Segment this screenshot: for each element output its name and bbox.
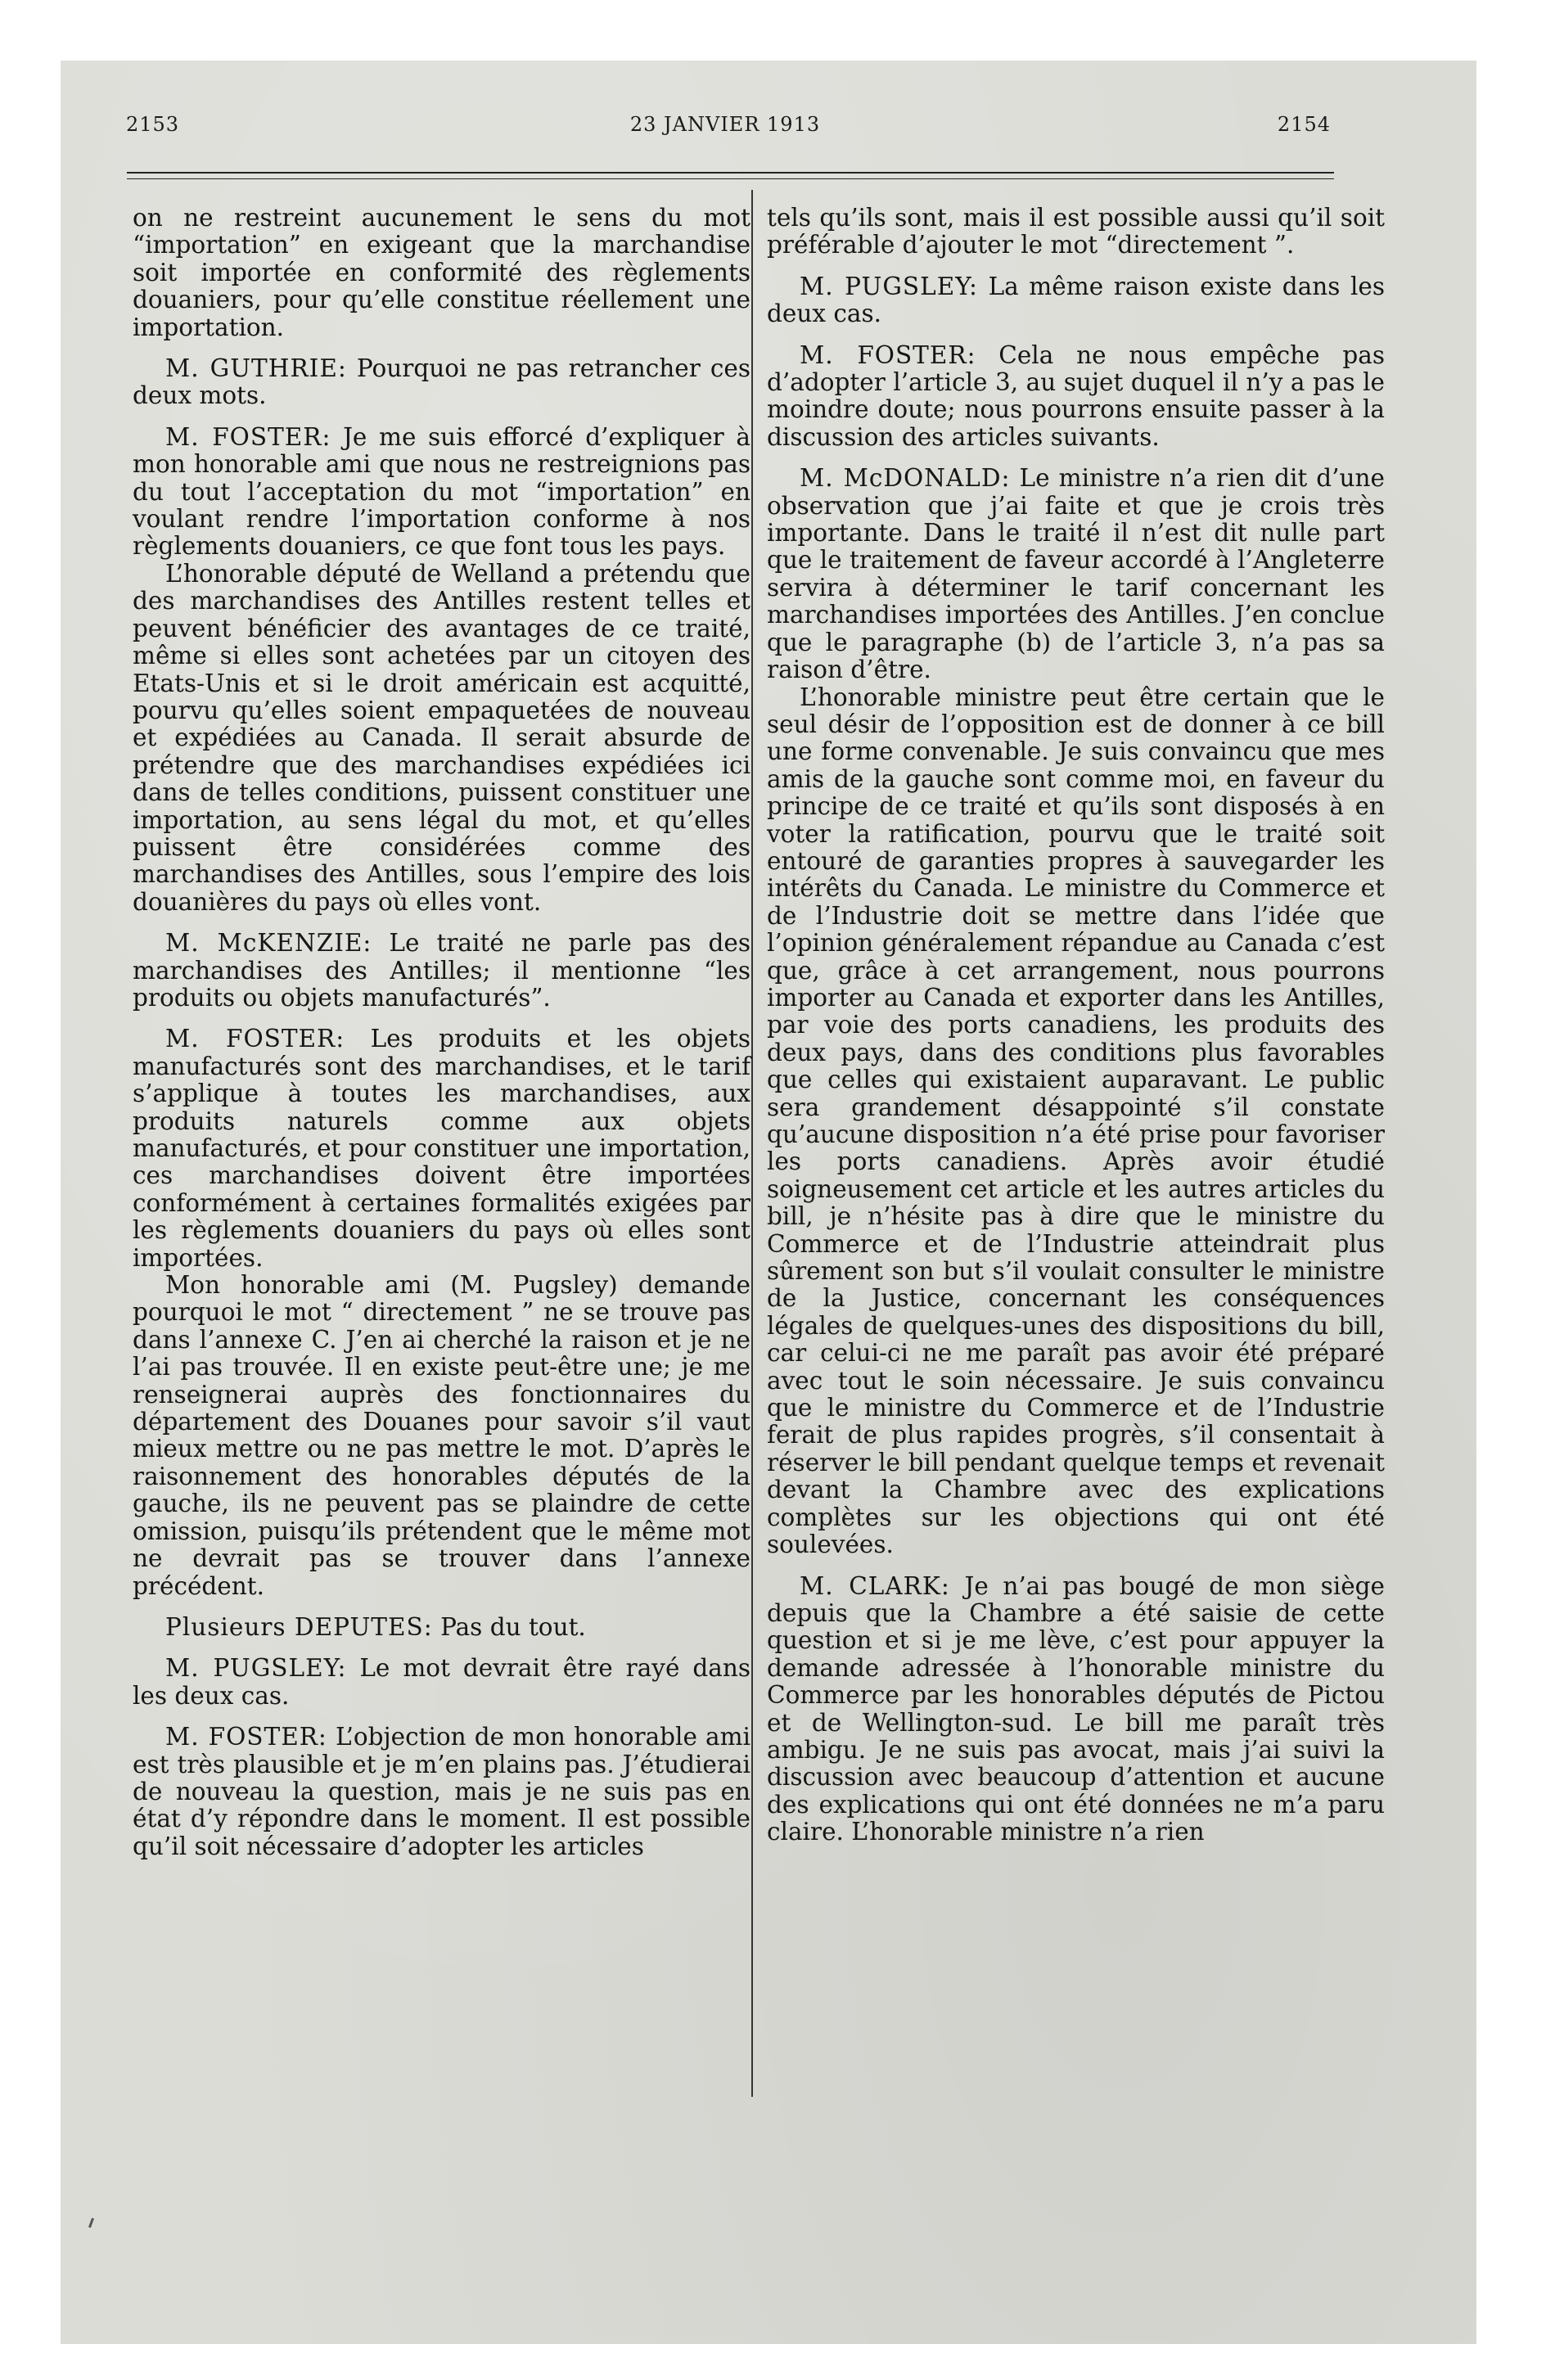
paragraph-text: Le mot devrait être rayé dans les deux cas.: [133, 1654, 750, 1710]
page-number-left: 2153: [126, 113, 180, 136]
paragraph: [133, 355, 750, 410]
paragraph-text: Je me suis efforcé d’expliquer à mon honorable ami que nous ne restreignions pas du tout l’acceptation du mot “importation” en voulant rendre l’importation conforme à nos règlements douaniers, ce que font tous les pays.: [133, 422, 750, 561]
paragraph: [133, 1655, 750, 1710]
paragraph-text: Le traité ne parle pas des marchandises des Antilles; il mentionne “les produits ou objets manufacturés”.: [133, 929, 750, 1012]
paragraph-text: Pas du tout.: [440, 1612, 586, 1641]
header-rule: [127, 172, 1334, 174]
speaker-name: Plusieurs DEPUTES:: [165, 1612, 433, 1641]
left-column: [133, 205, 750, 1874]
speaker-name: M. PUGSLEY:: [165, 1654, 347, 1683]
paragraph-text: on ne restreint aucunement le sens du mot “importation” en exigeant que la marchandise soit importée en conformité des règlements douaniers, pour qu’elle constitue réellement une importation.: [133, 204, 750, 341]
paragraph-text: tels qu’ils sont, mais il est possible aussi qu’il soit préférable d’ajouter le mot “directement ”.: [767, 204, 1385, 259]
paragraph: [133, 424, 750, 561]
paragraph-text: L’honorable député de Welland a prétendu que des marchandises des Antilles restent telles et peuvent bénéficier des avantages de ce traité, même si elles sont achetées par un citoyen des Etats-Unis et si le droit américain est acquitté, pourvu qu’elles soient empaquetées de nouveau et expédiées au Canada. Il serait absurde de prétendre que des marchandises expédiées ici dans de telles conditions, puissent constituer une importation, au sens légal du mot, et qu’elles puissent être considérées comme des marchandises des Antilles, sous l’empire des lois douanières du pays où elles vont.: [133, 559, 750, 916]
speaker-name: M. FOSTER:: [800, 340, 976, 369]
page-header: [119, 113, 1331, 146]
page-number-right: 2154: [1277, 113, 1331, 136]
right-column: [767, 205, 1385, 1860]
speaker-name: M. McDONALD:: [800, 464, 1011, 493]
paragraph-text: Je n’ai pas bougé de mon siège depuis que la Chambre a été saisie de cette question et si je me lève, c’est pour appuyer la demande adressée à l’honorable ministre du Commerce par les honorables députés de Pictou et de Wellington-sud. Le bill me paraît très ambigu. Je ne suis pas avocat, mais j’ai suivi la discussion avec beaucoup d’attention et aucune des explications qui ont été données ne m’a paru claire. L’honorable ministre n’a rien: [767, 1571, 1385, 1846]
paragraph: [767, 684, 1385, 1559]
paragraph: [767, 342, 1385, 452]
paragraph: [133, 561, 750, 916]
paragraph: [767, 465, 1385, 683]
paragraph-text: Pourquoi ne pas retrancher ces deux mots.: [133, 354, 750, 410]
paragraph: [767, 273, 1385, 328]
paragraph-text: L’honorable ministre peut être certain que le seul désir de l’opposition est de donner à ce bill une forme convenable. Je suis convaincu que mes amis de la gauche sont comme moi, en faveur du principe de ce traité et qu’ils sont disposés à en voter la ratification, pourvu que le traité soit entouré de garanties propres à sauvegarder les intérêts du Canada. Le ministre du Commerce et de l’Industrie doit se mettre dans l’idée que l’opinion généralement répandue au Canada c’est que, grâce à cet arrangement, nous pourrons importer au Canada et exporter dans les Antilles, par voie des ports canadiens, les produits des deux pays, dans des conditions plus favorables que celles qui existaient auparavant. Le public sera grandement désappointé s’il constate qu’aucune disposition n’a été prise pour favoriser les ports canadiens. Après avoir étudié soigneusement cet article et les autres articles du bill, je n’hésite pas à dire que le ministre du Commerce et de l’Industrie atteindrait plus sûrement son but s’il voulait consulter le ministre de la Justice, concernant les conséquences légales de quelques-unes des dispositions du bill, car celui-ci ne me paraît pas avoir été préparé avec tout le soin nécessaire. Je suis convaincu que le ministre du Commerce et de l’Industrie ferait de plus rapides progrès, s’il consentait à réserver le bill pendant quelque temps et revenait devant la Chambre avec des explications complètes sur les objections qui ont été soulevées.: [767, 683, 1385, 1559]
speaker-name: M. FOSTER:: [165, 1025, 345, 1053]
speaker-name: M. GUTHRIE:: [165, 354, 347, 383]
paragraph: [133, 1025, 750, 1272]
header-rule-thin: [127, 178, 1334, 179]
paragraph: [133, 1614, 750, 1641]
paragraph: [133, 930, 750, 1012]
paragraph-text: Cela ne nous empêche pas d’adopter l’article 3, au sujet duquel il n’y a pas le moindre doute; nous pourrons ensuite passer à la discussion des articles suivants.: [767, 340, 1385, 451]
paragraph-text: Le ministre n’a rien dit d’une observation que j’ai faite et que je crois très importante. Dans le traité il n’est dit nulle part que le traitement de faveur accordé à l’Angleterre servira à déterminer le tarif concernant les marchandises importées des Antilles. J’en conclue que le paragraphe (b) de l’article 3, n’a pas sa raison d’être.: [767, 464, 1385, 684]
speaker-name: M. FOSTER:: [165, 422, 331, 451]
paragraph: [133, 205, 750, 341]
paragraph: [767, 1573, 1385, 1846]
paragraph-text: L’objection de mon honorable ami est très plausible et je m’en plains pas. J’étudierai de nouveau la question, mais je ne suis pas en état d’y répondre dans le moment. Il est possible qu’il soit nécessaire d’adopter les articles: [133, 1723, 750, 1860]
speaker-name: M. FOSTER:: [165, 1723, 327, 1751]
paragraph: [767, 205, 1385, 259]
paragraph-text: Mon honorable ami (M. Pugsley) demande pourquoi le mot “ directement ” ne se trouve pas dans l’annexe C. J’en ai cherché la raison et je ne l’ai pas trouvée. Il en existe peut-être une; je me renseignerai auprès des fonctionnaires du département des Douanes pour savoir s’il vaut mieux mettre ou ne pas mettre le mot. D’après le raisonnement des honorables députés de la gauche, ils ne peuvent pas se plaindre de cette omission, puisqu’ils prétendent que le même mot ne devrait pas se trouver dans l’annexe précédent.: [133, 1271, 750, 1600]
speaker-name: M. McKENZIE:: [165, 929, 372, 958]
paragraph-text: Les produits et les objets manufacturés sont des marchandises, et le tarif s’applique à toutes les marchandises, aux produits naturels comme aux objets manufacturés, et pour constituer une importation, ces marchandises doivent être importées conformément à certaines formalités exigées par les règlements douaniers du pays où elles sont importées.: [133, 1025, 750, 1272]
paragraph: [133, 1272, 750, 1600]
paragraph: [133, 1724, 750, 1860]
speaker-name: M. CLARK:: [800, 1571, 950, 1600]
header-date: 23 JANVIER 1913: [629, 113, 821, 136]
column-divider: [751, 190, 753, 2097]
paragraph-text: La même raison existe dans les deux cas.: [767, 272, 1385, 328]
speaker-name: M. PUGSLEY:: [800, 272, 978, 300]
